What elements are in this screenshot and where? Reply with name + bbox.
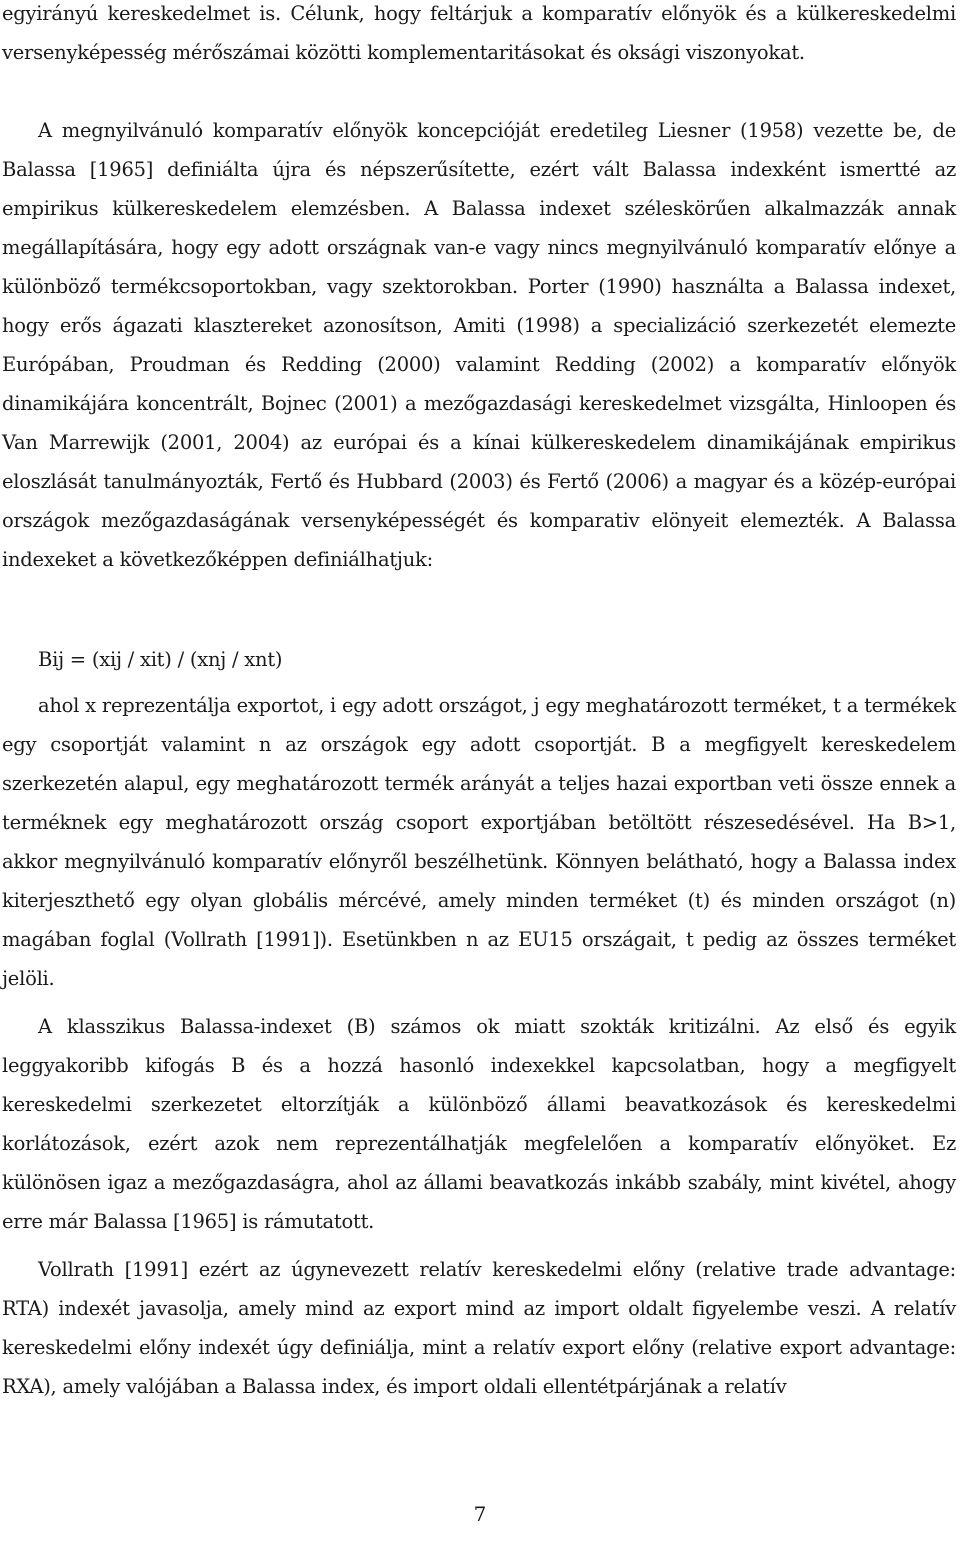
paragraph-continuation: egyirányú kereskedelmet is. Célunk, hogy feltárjuk a komparatív előnyök és a külkereskedelmi versenyképesség mérőszámai közötti komplementaritásokat és oksági viszonyokat. — [2, 2, 956, 64]
balassa-formula: Bij = (xij / xit) / (xnj / xnt) — [38, 648, 283, 671]
paragraph-balassa-intro: A megnyilvánuló komparatív előnyök koncepcióját eredetileg Liesner (1958) vezette be, de Balassa [1965] definiálta újra és népszerűsítette, ezért vált Balassa indexként ismertté az empirikus külkereskedelem elemzésben. A Balassa indexet széleskörűen alkalmazzák annak megállapítására, hogy egy adott országnak van-e vagy nincs megnyilvánuló komparatív előnye a különböző termékcsoportokban, vagy szektorokban. Porter (1990) használta a Balassa indexet, hogy erős ágazati klasztereket azonosítson, Amiti (1998) a specializáció szerkezetét elemezte Európában, Proudman és Redding (2000) valamint Redding (2002) a komparatív előnyök dinamikájára koncentrált, Bojnec (2001) a mezőgazdasági kereskedelmet vizsgálta, Hinloopen és Van Marrewijk (2001, 2004) az európai és a kínai külkereskedelem dinamikájának empirikus eloszlását tanulmányozták, Fertő és Hubbard (2003) és Fertő (2006) a magyar és a közép-európai országok mezőgazdaságának versenyképességét és komparativ elönyeit elemezték. A Balassa indexeket a következőképpen definiálhatjuk: — [2, 119, 956, 571]
paragraph-formula-explanation: ahol x reprezentálja exportot, i egy adott országot, j egy meghatározott terméket, t a termékek egy csoportját valamint n az országok egy adott csoportját. B a megfigyelt kereskedelem szerkezetén alapul, egy meghatározott termék arányát a teljes hazai exportban veti össze ennek a terméknek egy meghatározott ország csoport exportjában betöltött részesedésével. Ha B>1, akkor megnyilvánuló komparatív előnyről beszélhetünk. Könnyen belátható, hogy a Balassa index kiterjeszthető egy olyan globális mércévé, amely minden terméket (t) és minden országot (n) magában foglal (Vollrath [1991]). Esetünkben n az EU15 országait, t pedig az összes terméket jelöli. — [2, 694, 956, 990]
page-number: 7 — [473, 1502, 487, 1526]
paragraph-rta-index: Vollrath [1991] ezért az úgynevezett relatív kereskedelmi előny (relative trade advantage: RTA) indexét javasolja, amely mind az export mind az import oldalt figyelembe veszi. A relatív kereskedelmi előny indexét úgy definiálja, mint a relatív export előny (relative export advantage: RXA), amely valójában a Balassa index, és import oldali ellentétpárjának a relatív — [2, 1258, 956, 1398]
paragraph-criticism: A klasszikus Balassa-indexet (B) számos ok miatt szokták kritizálni. Az első és egyik leggyakoribb kifogás B és a hozzá hasonló indexekkel kapcsolatban, hogy a megfigyelt kereskedelmi szerkezetet eltorzítják a különböző állami beavatkozások és kereskedelmi korlátozások, ezért azok nem reprezentálhatják megfelelően a komparatív előnyöket. Ez különösen igaz a mezőgazdaságra, ahol az állami beavatkozás inkább szabály, mint kivétel, ahogy erre már Balassa [1965] is rámutatott. — [2, 1015, 956, 1233]
